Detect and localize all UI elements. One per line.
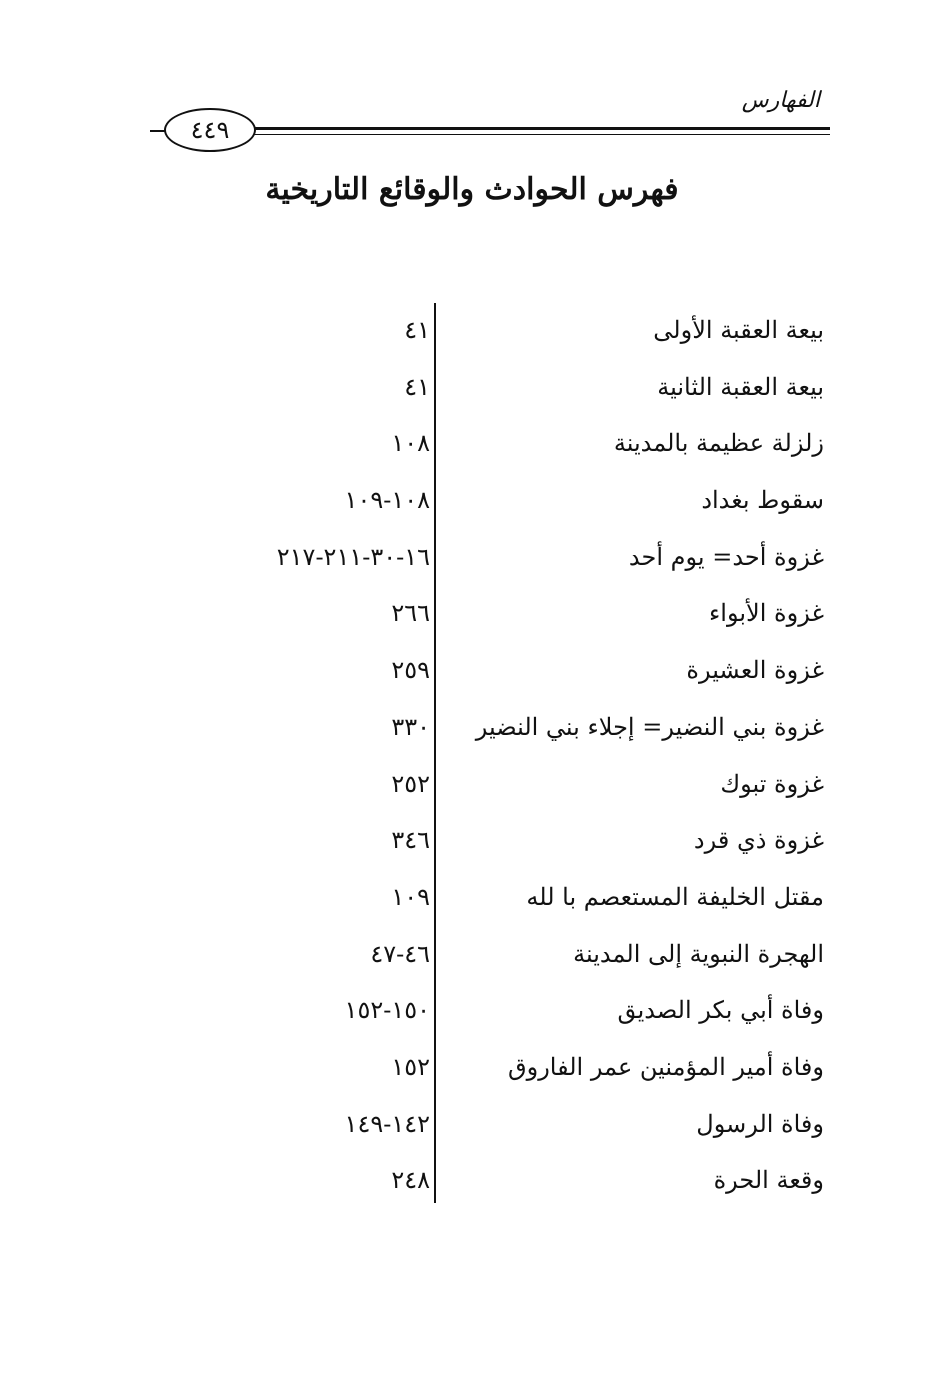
header-rule-thick — [250, 127, 830, 130]
entry-pages: ٤١ — [404, 372, 430, 401]
entry-name: غزوة تبوك — [720, 769, 824, 798]
entry-name: غزوة أحد= يوم أحد — [628, 542, 824, 571]
entry-name: غزوة الأبواء — [709, 599, 824, 628]
page-number: ٤٤٩ — [190, 116, 230, 144]
index-row — [0, 930, 944, 987]
entry-name: سقوط بغداد — [701, 486, 824, 515]
index-row — [0, 419, 944, 476]
index-title: فهرس الحوادث والوقائع التاريخية — [265, 172, 679, 207]
entry-pages: ١٥٠-١٥٢ — [344, 996, 430, 1025]
index-row — [0, 646, 944, 703]
page-number-badge — [164, 108, 256, 152]
entry-name: مقتل الخليفة المستعصم با لله — [526, 882, 824, 911]
index-row — [0, 476, 944, 533]
entry-pages: ١٤٢-١٤٩ — [344, 1109, 430, 1138]
entry-pages: ١٠٨ — [391, 429, 430, 458]
entry-name: الهجرة النبوية إلى المدينة — [573, 939, 824, 968]
entry-pages: ٢٥٢ — [391, 769, 430, 798]
entry-name: غزوة بني النضير= إجلاء بني النضير — [475, 712, 824, 741]
index-row — [0, 1100, 944, 1157]
index-entries — [0, 306, 944, 1213]
entry-name: وفاة أبي بكر الصديق — [617, 996, 824, 1025]
entry-pages: ١٥٢ — [391, 1052, 430, 1081]
index-row — [0, 703, 944, 760]
entry-name: بيعة العقبة الأولى — [653, 316, 824, 344]
entry-name: وقعة الحرة — [713, 1166, 824, 1195]
entry-pages: ١٠٩ — [391, 882, 430, 911]
index-row — [0, 1156, 944, 1213]
index-row — [0, 873, 944, 930]
entry-pages: ٤٦-٤٧ — [370, 939, 430, 968]
entry-pages: ١٦-٣٠-٢١١-٢١٧ — [276, 542, 430, 571]
index-row — [0, 760, 944, 817]
entry-name: بيعة العقبة الثانية — [657, 372, 824, 401]
entry-pages: ٢٦٦ — [391, 599, 430, 628]
entry-name: زلزلة عظيمة بالمدينة — [613, 429, 824, 458]
index-row — [0, 533, 944, 590]
index-row — [0, 306, 944, 363]
index-row — [0, 589, 944, 646]
entry-name: غزوة العشيرة — [686, 656, 824, 685]
entry-pages: ٢٤٨ — [391, 1166, 430, 1195]
index-row — [0, 986, 944, 1043]
header-rule-thin — [250, 134, 830, 135]
entry-name: وفاة أمير المؤمنين عمر الفاروق — [507, 1052, 824, 1081]
entry-pages: ٣٣٠ — [391, 712, 430, 741]
index-row — [0, 363, 944, 420]
index-row — [0, 1043, 944, 1100]
running-head-title: الفهارس — [741, 88, 820, 113]
entry-pages: ٣٤٦ — [391, 826, 430, 855]
entry-pages: ١٠٨-١٠٩ — [344, 486, 430, 515]
entry-pages: ٢٥٩ — [391, 656, 430, 685]
entry-pages: ٤١ — [404, 316, 430, 344]
entry-name: وفاة الرسول — [696, 1109, 824, 1138]
index-row — [0, 816, 944, 873]
entry-name: غزوة ذي قرد — [693, 826, 824, 855]
